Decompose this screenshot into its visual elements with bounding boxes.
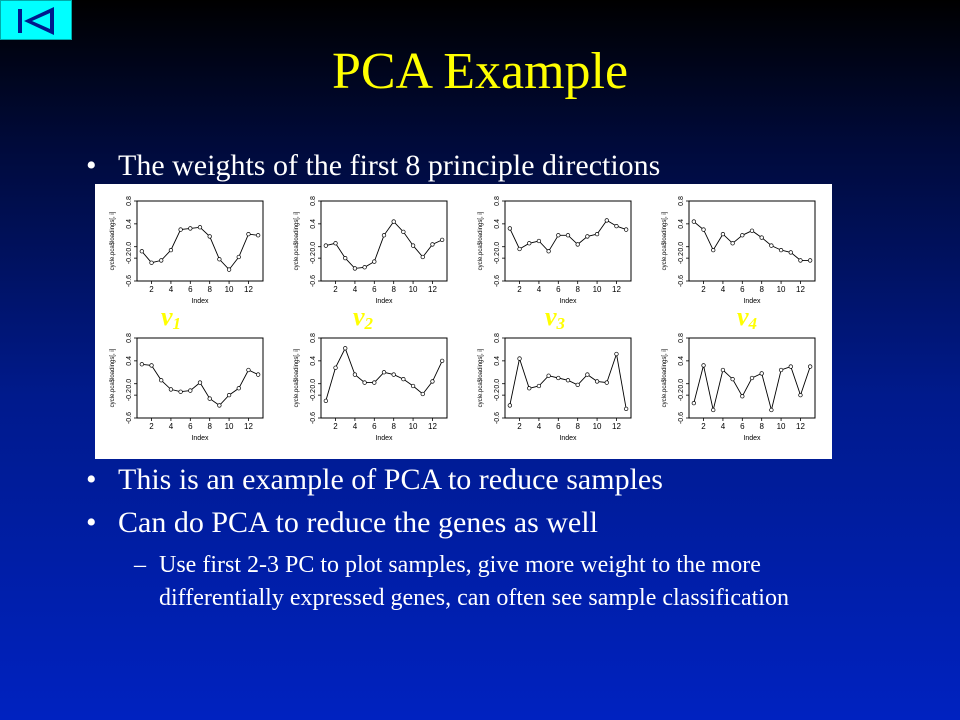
data-point [353,267,357,271]
y-axis-label: cycle.pca$loadings[, i] [110,348,116,408]
data-point [741,233,745,237]
x-axis-label: Index [375,435,393,442]
data-point [421,392,425,396]
data-point [605,381,609,385]
data-point [624,228,628,232]
data-point [411,244,415,248]
data-point [382,233,386,237]
vector-label-base: v [353,302,365,331]
plot-frame [321,201,447,281]
x-tick-label: 2 [333,285,338,294]
x-tick-label: 2 [149,285,154,294]
data-point [779,368,783,372]
data-point [324,244,328,248]
data-point [615,224,619,228]
bullet-text: Can do PCA to reduce the genes as well [118,506,598,539]
plot-frame [321,338,447,418]
data-point [189,227,193,231]
x-tick-label: 4 [352,422,358,431]
bullet-marker: • [86,506,97,539]
data-point [789,251,793,255]
data-point [247,232,251,236]
data-point [411,384,415,388]
x-tick-label: 12 [796,422,805,431]
y-tick-label: 0.8 [494,196,501,206]
x-tick-label: 4 [720,285,726,294]
data-point [576,383,580,387]
x-tick-label: 6 [372,422,377,431]
data-point [363,381,367,385]
x-tick-label: 8 [391,422,396,431]
y-tick-label: -0.6 [494,411,501,425]
x-tick-label: 10 [408,422,418,431]
data-point [198,225,202,229]
y-tick-label: 0.8 [678,333,685,343]
data-point [799,393,803,397]
data-point [179,390,183,394]
x-tick-label: 8 [207,422,212,431]
x-tick-label: 10 [224,422,234,431]
x-axis-label: Index [559,435,577,442]
y-tick-label: 0.0 [678,378,685,389]
bullet-marker: • [86,463,97,496]
data-point [799,259,803,263]
data-point [624,407,628,411]
data-point [218,257,222,261]
bullet-text: The weights of the first 8 principle directions [118,149,661,182]
y-tick-label: 0.8 [126,196,133,206]
data-point [615,352,619,356]
x-tick-label: 8 [391,285,396,294]
data-point [334,366,338,370]
data-point [373,260,377,264]
x-tick-label: 4 [536,422,542,431]
x-tick-label: 12 [244,422,253,431]
data-point [702,364,706,368]
sub-bullet-marker: – [134,552,146,578]
data-point [227,268,231,272]
bullet-item [86,462,663,498]
data-point [789,365,793,369]
x-axis-label: Index [191,435,209,442]
data-point [440,359,444,363]
series-line [694,365,810,410]
data-point [721,232,725,236]
x-tick-label: 2 [701,422,706,431]
data-point [324,399,328,403]
data-point [595,380,599,384]
slide-title: PCA Example [331,43,629,100]
y-tick-label: 0.4 [494,355,501,366]
y-axis-label: cycle.pca$loadings[, i] [110,211,116,271]
x-tick-label: 8 [575,285,580,294]
x-tick-label: 10 [776,422,786,431]
x-tick-label: 12 [428,285,437,294]
x-tick-label: 8 [207,285,212,294]
y-tick-label: 0.8 [310,196,317,206]
x-tick-label: 10 [224,285,234,294]
data-point [770,244,774,248]
x-tick-label: 12 [244,285,253,294]
data-point [586,235,590,239]
x-tick-label: 4 [536,285,542,294]
bullet-text: This is an example of PCA to reduce samples [118,463,663,496]
series-line [694,222,810,261]
x-tick-label: 8 [759,285,764,294]
data-point [247,368,251,372]
sub-bullet-item [134,549,854,615]
y-tick-label: 0.4 [126,218,133,229]
data-point [343,256,347,260]
x-tick-label: 10 [592,285,602,294]
data-point [169,248,173,252]
plot-frame [689,201,815,281]
y-tick-label: -0.6 [494,274,501,288]
y-tick-label: -0.2 [678,252,685,265]
y-tick-label: 0.0 [678,241,685,252]
data-point [731,241,735,245]
y-tick-label: 0.8 [126,333,133,343]
x-axis-label: Index [743,435,761,442]
vector-label-base: v [545,302,557,331]
data-point [537,239,541,243]
y-tick-label: -0.2 [494,389,501,402]
data-point [189,389,193,393]
x-axis-label: Index [743,298,761,305]
data-point [760,236,764,240]
sub-bullet-text: Use first 2-3 PC to plot samples, give more weight to the more differentially expressed genes, can often see sample classification [159,552,789,611]
series-line [142,227,258,269]
data-point [402,377,406,381]
data-point [208,235,212,239]
bullet-marker: • [86,149,97,182]
y-tick-label: -0.6 [126,411,133,425]
y-tick-label: -0.2 [678,389,685,402]
y-axis-label: cycle.pca$loadings[, i] [662,211,668,271]
data-point [237,255,241,259]
data-point [750,376,754,380]
y-tick-label: -0.6 [310,274,317,288]
data-point [431,380,435,384]
data-point [169,388,173,392]
bullet-item [86,148,660,184]
y-tick-label: 0.8 [310,333,317,343]
x-tick-label: 12 [796,285,805,294]
data-point [711,248,715,252]
data-point [692,220,696,224]
plot-frame [137,201,263,281]
data-point [140,362,144,366]
data-point [721,368,725,372]
vector-label-subscript: 1 [172,314,182,333]
data-point [779,248,783,252]
data-point [566,233,570,237]
y-tick-label: 0.0 [126,378,133,389]
x-tick-label: 6 [740,422,745,431]
y-tick-label: -0.6 [678,274,685,288]
data-point [808,259,812,263]
data-point [392,220,396,224]
data-point [702,228,706,232]
data-point [198,381,202,385]
bullet-item [86,505,598,541]
x-tick-label: 4 [352,285,358,294]
y-tick-label: 0.0 [494,241,501,252]
x-axis-label: Index [375,298,393,305]
y-tick-label: 0.4 [126,355,133,366]
data-point [421,255,425,259]
data-point [518,357,522,361]
data-point [605,219,609,223]
data-point [731,377,735,381]
pca-loadings-figure [95,184,832,459]
y-axis-label: cycle.pca$loadings[, i] [294,211,300,271]
vector-label-v1 [161,302,181,339]
y-tick-label: -0.2 [310,252,317,265]
y-tick-label: -0.2 [310,389,317,402]
x-tick-label: 12 [612,285,621,294]
y-tick-label: -0.2 [126,389,133,402]
x-tick-label: 6 [740,285,745,294]
data-point [557,233,561,237]
data-point [159,259,163,263]
data-point [566,378,570,382]
data-point [256,373,260,377]
plot-frame [505,201,631,281]
data-point [808,365,812,369]
x-tick-label: 8 [759,422,764,431]
y-tick-label: -0.6 [126,274,133,288]
data-point [159,378,163,382]
x-tick-label: 2 [517,422,522,431]
vector-label-v4 [737,302,757,339]
data-point [256,233,260,237]
data-point [140,249,144,253]
data-point [373,381,377,385]
data-point [237,386,241,390]
data-point [518,247,522,251]
x-tick-label: 2 [149,422,154,431]
data-point [334,241,338,245]
y-axis-label: cycle.pca$loadings[, i] [478,211,484,271]
data-point [150,364,154,368]
data-point [547,249,551,253]
data-point [208,397,212,401]
data-point [150,261,154,265]
y-tick-label: 0.0 [126,241,133,252]
y-tick-label: -0.2 [126,252,133,265]
data-point [343,346,347,350]
y-tick-label: 0.4 [310,355,317,366]
y-tick-label: -0.2 [494,252,501,265]
data-point [392,373,396,377]
vector-label-subscript: 3 [556,314,566,333]
x-tick-label: 8 [575,422,580,431]
x-tick-label: 12 [612,422,621,431]
data-point [363,265,367,269]
y-tick-label: 0.8 [678,196,685,206]
vector-label-subscript: 2 [364,314,374,333]
data-point [227,393,231,397]
data-point [741,394,745,398]
vector-label-subscript: 4 [748,314,758,333]
y-tick-label: 0.0 [494,378,501,389]
x-tick-label: 10 [776,285,786,294]
skip-to-start-icon [1,1,73,41]
x-axis-label: Index [191,298,209,305]
x-tick-label: 10 [592,422,602,431]
data-point [576,243,580,247]
x-tick-label: 6 [372,285,377,294]
data-point [711,408,715,412]
y-tick-label: 0.4 [494,218,501,229]
x-tick-label: 2 [701,285,706,294]
y-tick-label: 0.4 [678,355,685,366]
data-point [382,370,386,374]
series-line [142,364,258,405]
data-point [527,386,531,390]
vector-label-v3 [545,302,565,339]
data-point [586,373,590,377]
x-tick-label: 2 [517,285,522,294]
loadings-panels [95,184,832,459]
vector-label-base: v [161,302,173,331]
plot-frame [505,338,631,418]
y-tick-label: -0.6 [310,411,317,425]
data-point [508,227,512,231]
data-point [353,373,357,377]
nav-first-slide-button[interactable] [0,0,72,40]
series-line [326,348,442,401]
data-point [557,376,561,380]
data-point [692,401,696,405]
x-tick-label: 12 [428,422,437,431]
data-point [527,241,531,245]
data-point [770,408,774,412]
x-tick-label: 2 [333,422,338,431]
y-tick-label: 0.4 [678,218,685,229]
data-point [595,232,599,236]
x-tick-label: 6 [556,422,561,431]
data-point [508,404,512,408]
data-point [750,229,754,233]
y-axis-label: cycle.pca$loadings[, i] [294,348,300,408]
vector-label-v2 [353,302,373,339]
series-line [326,222,442,269]
data-point [440,238,444,242]
x-axis-label: Index [559,298,577,305]
y-tick-label: 0.8 [494,333,501,343]
x-tick-label: 6 [188,285,193,294]
data-point [218,404,222,408]
y-tick-label: 0.0 [310,241,317,252]
y-tick-label: 0.0 [310,378,317,389]
x-tick-label: 10 [408,285,418,294]
data-point [760,372,764,376]
x-tick-label: 4 [168,422,174,431]
y-tick-label: 0.4 [310,218,317,229]
data-point [431,243,435,247]
y-axis-label: cycle.pca$loadings[, i] [662,348,668,408]
x-tick-label: 6 [556,285,561,294]
data-point [537,384,541,388]
y-axis-label: cycle.pca$loadings[, i] [478,348,484,408]
x-tick-label: 6 [188,422,193,431]
x-tick-label: 4 [720,422,726,431]
data-point [547,374,551,378]
data-point [179,228,183,232]
x-tick-label: 4 [168,285,174,294]
vector-label-base: v [737,302,749,331]
data-point [402,230,406,234]
y-tick-label: -0.6 [678,411,685,425]
